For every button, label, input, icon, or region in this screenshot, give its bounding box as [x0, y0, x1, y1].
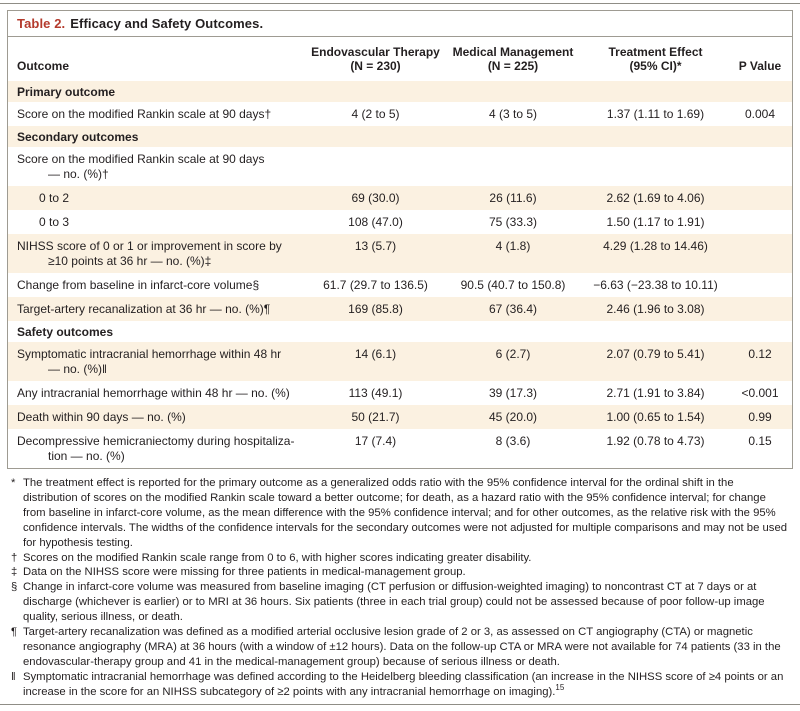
footnotes: [10, 476, 790, 700]
outcome-label: [8, 429, 308, 468]
medical-value: 4 (1.8): [495, 239, 531, 253]
table-row: [8, 381, 792, 405]
footnote-symbol: ¶: [11, 626, 18, 639]
medical-value: 26 (11.6): [489, 191, 537, 205]
medical-value: 6 (2.7): [495, 347, 531, 361]
footnote-symbol: *: [11, 477, 16, 489]
column-header-effect: [583, 37, 728, 81]
table-row: [8, 297, 792, 321]
outcome-label: [8, 102, 308, 126]
outcome-label-line1: Any intracranial hemorrhage within 48 hr — no. (%): [17, 386, 290, 400]
table-row: [8, 405, 792, 429]
table-row: [8, 342, 792, 381]
p-value: <0.001: [741, 386, 779, 400]
table-row: [8, 102, 792, 126]
medical-value: 75 (33.3): [488, 215, 538, 229]
footnote: [10, 580, 790, 625]
column-header-pvalue: P Value: [738, 59, 782, 73]
outcomes-table: [8, 37, 792, 468]
footnote-reference: 15: [555, 682, 565, 692]
table-frame: [7, 10, 793, 469]
section-label: Safety outcomes: [17, 325, 114, 339]
table-row: [8, 147, 792, 186]
outcome-label-line2: ≥10 points at 36 hr — no. (%)‡: [48, 254, 212, 268]
endovascular-value: 108 (47.0): [348, 215, 403, 229]
p-value: [728, 147, 792, 186]
outcome-label-line1: Symptomatic intracranial hemorrhage within 48 hr: [17, 347, 282, 361]
p-value: 0.004: [744, 107, 776, 121]
treatment-effect-value: 1.50 (1.17 to 1.91): [606, 215, 705, 229]
footnote-text: Symptomatic intracranial hemorrhage was defined according to the Heidelberg bleeding classification (an increase in the NIHSS score of ≥4 points or an increase in the score for an NIHSS subcategory of ≥2 points with any intracranial hemorrhage on imaging).: [23, 670, 784, 698]
medical-value: 67 (36.4): [488, 302, 538, 316]
column-header-effect-line2: (95% CI)*: [629, 59, 682, 73]
outcome-label-line1: Score on the modified Rankin scale at 90 days: [17, 152, 265, 166]
outcome-label-line1: Target-artery recanalization at 36 hr — no. (%)¶: [17, 302, 271, 316]
medical-value: 39 (17.3): [488, 386, 538, 400]
column-header-outcome: Outcome: [17, 59, 70, 73]
section-label: Secondary outcomes: [17, 130, 139, 144]
outcome-label-line2: tion — no. (%): [48, 449, 125, 463]
section-row: [8, 126, 792, 147]
table-header: [8, 37, 792, 81]
outcome-label: [8, 405, 308, 429]
footnote: [10, 551, 790, 566]
endovascular-value: 169 (85.8): [348, 302, 403, 316]
treatment-effect-value: 4.29 (1.28 to 14.46): [603, 239, 708, 253]
outcome-label: [8, 297, 308, 321]
treatment-effect-value: 2.71 (1.91 to 3.84): [606, 386, 705, 400]
endovascular-value: 113 (49.1): [348, 386, 403, 400]
outcome-label: [8, 234, 308, 273]
p-value: 0.15: [748, 434, 772, 448]
medical-value: 45 (20.0): [488, 410, 538, 424]
p-value: [728, 297, 792, 321]
footnote-text: The treatment effect is reported for the primary outcome as a generalized odds ratio with the 95% confidence interval for the ordinal shift in the distribution of scores on the modified Rankin scale toward a better outcome; for death, as a hazard ratio with the 95% confidence interval; for change from baseline in infarct-core volume, as the mean difference with the 95% confidence interval; and for other outcomes, as the relative risk with the 95% confidence intervals. The widths of the confidence intervals for the secondary outcomes were not adjusted for multiple comparisons and may not be used for hypothesis testing.: [23, 477, 788, 549]
table-title-text: Efficacy and Safety Outcomes.: [70, 16, 264, 31]
medical-value: 8 (3.6): [495, 434, 531, 448]
footnote-text: Data on the NIHSS score were missing for three patients in medical-management group.: [23, 566, 466, 579]
treatment-effect-value: 1.37 (1.11 to 1.69): [606, 107, 705, 121]
footnote: [10, 625, 790, 670]
outcome-label-line1: NIHSS score of 0 or 1 or improvement in score by: [17, 239, 282, 253]
p-value: [728, 234, 792, 273]
table-body: [8, 81, 792, 468]
outcome-label-line1: Death within 90 days — no. (%): [17, 410, 186, 424]
column-header-medical: [443, 37, 583, 81]
outcome-label-line1: Score on the modified Rankin scale at 90 days†: [17, 107, 272, 121]
endovascular-value: 13 (5.7): [354, 239, 397, 253]
treatment-effect-value: 1.92 (0.78 to 4.73): [606, 434, 705, 448]
column-header-endovascular: [308, 37, 443, 81]
section-label: Primary outcome: [17, 85, 116, 99]
footnote: [10, 670, 790, 700]
bottom-rule: [0, 704, 800, 705]
outcome-label-line1: Change from baseline in infarct-core volume§: [17, 278, 260, 292]
outcome-label: [8, 342, 308, 381]
footnote-symbol: ‡: [11, 566, 18, 579]
outcome-label-line2: — no. (%)‖: [48, 362, 107, 376]
outcome-label-line1: 0 to 3: [39, 215, 70, 229]
column-header-endovascular-line1: Endovascular Therapy: [311, 45, 440, 59]
treatment-effect-value: 2.62 (1.69 to 4.06): [606, 191, 705, 205]
medical-value: 4 (3 to 5): [488, 107, 538, 121]
endovascular-value: 61.7 (29.7 to 136.5): [323, 278, 428, 292]
treatment-effect-value: [583, 147, 728, 186]
footnote-symbol: †: [11, 551, 18, 564]
table-row: [8, 429, 792, 468]
outcome-label: [8, 186, 308, 210]
outcome-label-line2: — no. (%)†: [48, 167, 109, 181]
endovascular-value: 50 (21.7): [351, 410, 400, 424]
footnote: [10, 565, 790, 580]
outcome-label: [8, 381, 308, 405]
outcome-label: [8, 147, 308, 186]
column-header-medical-line2: (N = 225): [487, 59, 539, 73]
p-value: [728, 186, 792, 210]
endovascular-value: [308, 147, 443, 186]
section-row: [8, 81, 792, 102]
footnote: [10, 476, 790, 551]
endovascular-value: 14 (6.1): [354, 347, 397, 361]
column-header-medical-line1: Medical Management: [452, 45, 574, 59]
medical-value: 90.5 (40.7 to 150.8): [460, 278, 566, 292]
p-value: 0.99: [748, 410, 772, 424]
column-header-endovascular-line2: (N = 230): [350, 59, 401, 73]
outcome-label-line1: Decompressive hemicraniectomy during hospitaliza-: [17, 434, 295, 448]
footnote-text: Change in infarct-core volume was measured from baseline imaging (CT perfusion or diffusion-weighted imaging) to noncontrast CT at 7 days or at discharge (whichever is earlier) or to MRI at 36 hours. Six patients (three in each trial group) could not be assessed because of poor follow-up image quality, serious illness, or death.: [23, 581, 765, 624]
table-row: [8, 234, 792, 273]
footnote-text: Target-artery recanalization was defined as a modified arterial occlusive lesion grade of 2 or 3, as assessed on CT angiography (CTA) or magnetic resonance angiography (MRA) at 36 hours (with a window of ±12 hours). Data on the follow-up CTA or MRA were not available for 74 patients (33 in the endovascular-therapy group and 41 in the medical-management group) because of serious illness or death.: [23, 626, 781, 668]
p-value: [728, 273, 792, 297]
top-rule: [0, 3, 800, 4]
treatment-effect-value: 2.07 (0.79 to 5.41): [606, 347, 705, 361]
table-row: [8, 186, 792, 210]
footnote-symbol: §: [11, 581, 18, 594]
column-header-effect-line1: Treatment Effect: [608, 45, 703, 59]
medical-value: [443, 147, 583, 186]
treatment-effect-value: −6.63 (−23.38 to 10.11): [593, 278, 718, 292]
endovascular-value: 69 (30.0): [351, 191, 400, 205]
endovascular-value: 17 (7.4): [354, 434, 397, 448]
table-number-label: Table 2.: [17, 16, 66, 31]
footnote-symbol: ‖: [11, 670, 16, 683]
p-value: [728, 210, 792, 234]
outcome-label: [8, 273, 308, 297]
header-row: [8, 37, 792, 81]
section-row: [8, 321, 792, 342]
treatment-effect-value: 2.46 (1.96 to 3.08): [606, 302, 705, 316]
table-row: [8, 273, 792, 297]
endovascular-value: 4 (2 to 5): [351, 107, 400, 121]
footnote-text: Scores on the modified Rankin scale range from 0 to 6, with higher scores indicating greater disability.: [23, 551, 532, 564]
table-row: [8, 210, 792, 234]
outcome-label: [8, 210, 308, 234]
table-title: [8, 11, 792, 37]
treatment-effect-value: 1.00 (0.65 to 1.54): [606, 410, 705, 424]
outcome-label-line1: 0 to 2: [39, 191, 70, 205]
p-value: 0.12: [748, 347, 772, 361]
